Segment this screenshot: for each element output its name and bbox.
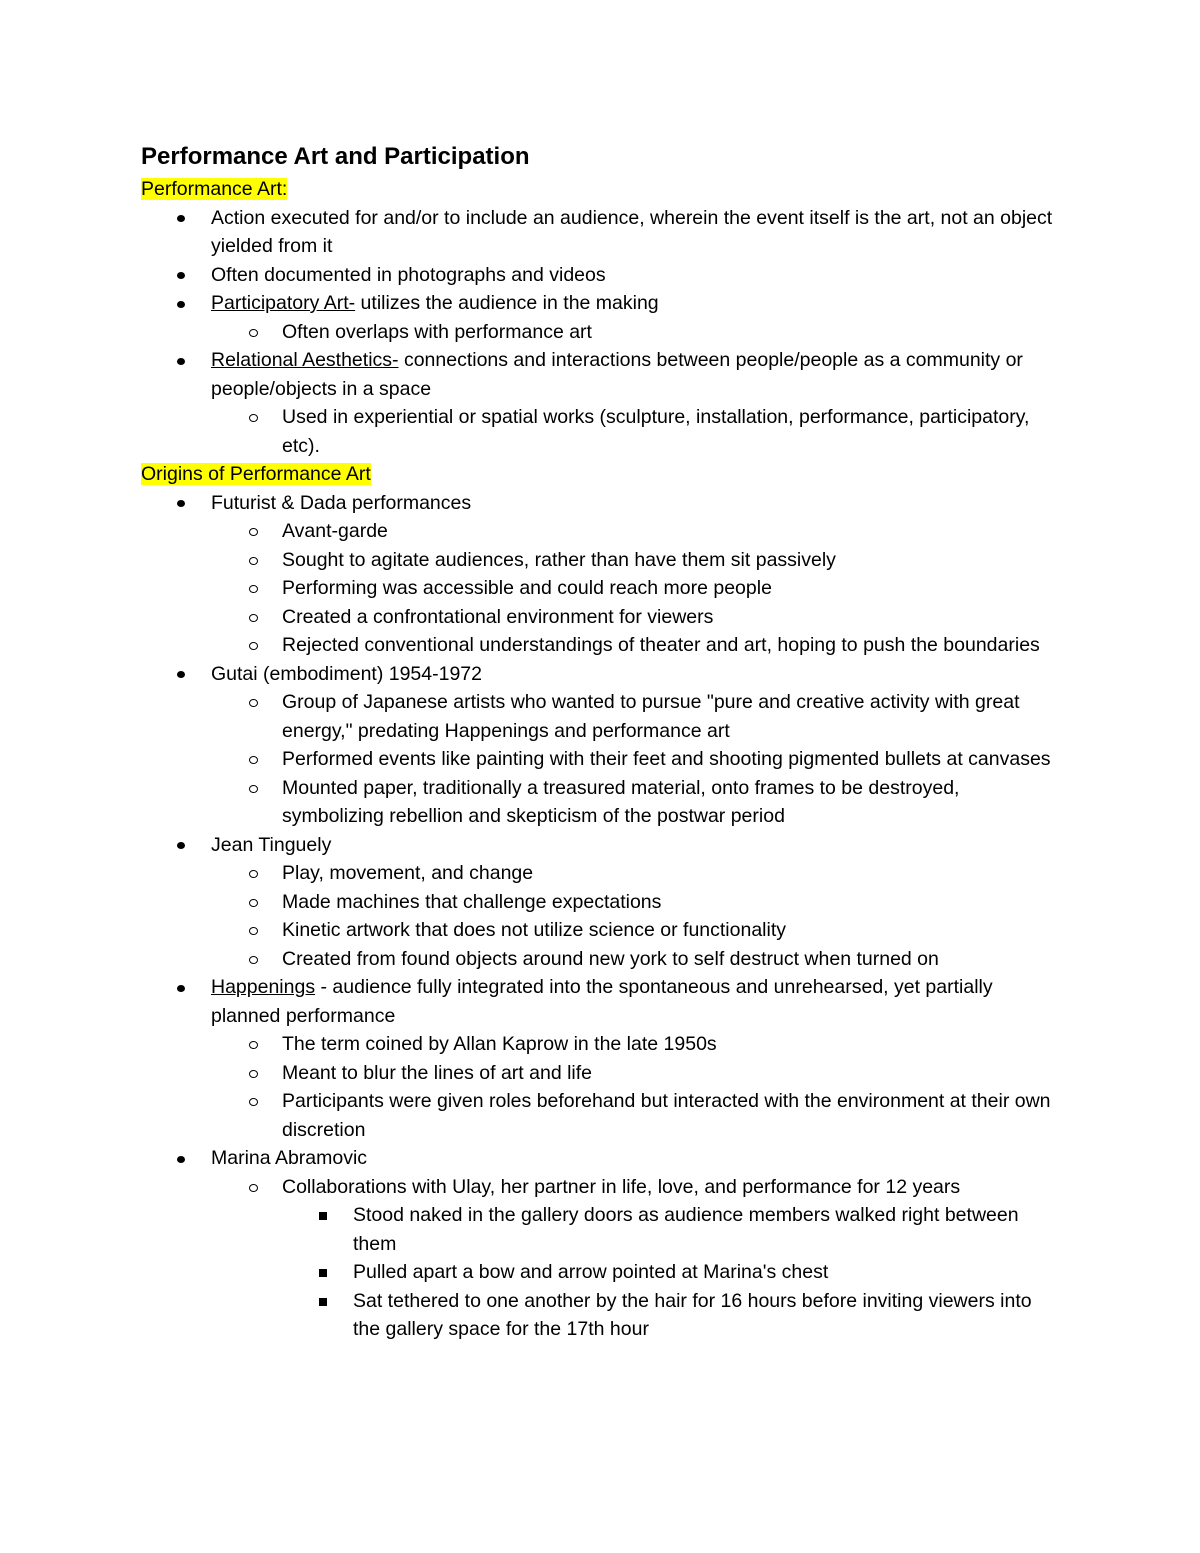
list-subitem: Participants were given roles beforehand but interacted with the environment at their own discretion [141,1087,1061,1144]
section-heading-text: Performance Art: [141,178,288,200]
list-subsubitem: Sat tethered to one another by the hair for 16 hours before inviting viewers into the gallery space for the 17th hour [141,1287,1061,1344]
list-subitem: Made machines that challenge expectations [141,888,1061,917]
bullet-circle-icon [249,574,258,603]
bullet-circle-icon [249,1087,258,1116]
list-item: Action executed for and/or to include an audience, wherein the event itself is the art, not an object yielded from it [141,204,1061,261]
list-subitem: Created a confrontational environment for viewers [141,603,1061,632]
list-item: Jean Tinguely [141,831,1061,860]
bullet-disc-icon [177,660,185,689]
bullet-circle-icon [249,403,258,432]
list-subitem: The term coined by Allan Kaprow in the late 1950s [141,1030,1061,1059]
list-subitem: Collaborations with Ulay, her partner in life, love, and performance for 12 years [141,1173,1061,1202]
bullet-circle-icon [249,1173,258,1202]
bullet-circle-icon [249,1030,258,1059]
bullet-circle-icon [249,745,258,774]
list-subitem: Created from found objects around new york to self destruct when turned on [141,945,1061,974]
bullet-square-icon [319,1201,327,1230]
list-item: Futurist & Dada performances [141,489,1061,518]
bullet-circle-icon [249,1059,258,1088]
bullet-disc-icon [177,261,185,290]
list-subitem: Performed events like painting with their feet and shooting pigmented bullets at canvases [141,745,1061,774]
bullet-disc-icon [177,831,185,860]
list-subsubitem: Pulled apart a bow and arrow pointed at Marina's chest [141,1258,1061,1287]
bullet-disc-icon [177,204,185,233]
bullet-disc-icon [177,489,185,518]
document-body [141,141,1061,1344]
list-subitem: Rejected conventional understandings of theater and art, hoping to push the boundaries [141,631,1061,660]
term-relational-aesthetics: Relational Aesthetics- [211,349,399,371]
bullet-circle-icon [249,546,258,575]
bullet-circle-icon [249,945,258,974]
bullet-circle-icon [249,859,258,888]
bullet-circle-icon [249,603,258,632]
list-subitem: Performing was accessible and could reach more people [141,574,1061,603]
bullet-list [141,489,1061,1344]
list-subitem: Used in experiential or spatial works (sculpture, installation, performance, participatory, etc). [141,403,1061,460]
bullet-disc-icon [177,1144,185,1173]
section-heading-text: Origins of Performance Art [141,463,371,485]
bullet-disc-icon [177,973,185,1002]
bullet-circle-icon [249,688,258,717]
section-heading-performance-art [141,175,1061,204]
list-subitem: Play, movement, and change [141,859,1061,888]
bullet-list [141,204,1061,461]
bullet-square-icon [319,1287,327,1316]
bullet-circle-icon [249,318,258,347]
list-subitem: Meant to blur the lines of art and life [141,1059,1061,1088]
term-happenings: Happenings [211,976,316,998]
bullet-circle-icon [249,517,258,546]
list-item: Relational Aesthetics- connections and interactions between people/people as a community or people/objects in a space [141,346,1061,403]
list-item: Often documented in photographs and videos [141,261,1061,290]
section-heading-origins [141,460,1061,489]
list-subitem: Sought to agitate audiences, rather than have them sit passively [141,546,1061,575]
list-subitem: Group of Japanese artists who wanted to pursue "pure and creative activity with great energy," predating Happenings and performance art [141,688,1061,745]
list-subitem: Often overlaps with performance art [141,318,1061,347]
list-subitem: Kinetic artwork that does not utilize science or functionality [141,916,1061,945]
list-subitem: Mounted paper, traditionally a treasured material, onto frames to be destroyed, symbolizing rebellion and skepticism of the postwar period [141,774,1061,831]
bullet-disc-icon [177,346,185,375]
list-item: Gutai (embodiment) 1954-1972 [141,660,1061,689]
list-item: Participatory Art- utilizes the audience in the making [141,289,1061,318]
list-item: Marina Abramovic [141,1144,1061,1173]
bullet-square-icon [319,1258,327,1287]
bullet-disc-icon [177,289,185,318]
bullet-circle-icon [249,916,258,945]
list-subsubitem: Stood naked in the gallery doors as audience members walked right between them [141,1201,1061,1258]
bullet-circle-icon [249,774,258,803]
bullet-circle-icon [249,631,258,660]
bullet-circle-icon [249,888,258,917]
list-item: Happenings - audience fully integrated into the spontaneous and unrehearsed, yet partially planned performance [141,973,1061,1030]
list-subitem: Avant-garde [141,517,1061,546]
term-participatory-art: Participatory Art- [211,292,356,314]
page-title: Performance Art and Participation [141,143,530,170]
